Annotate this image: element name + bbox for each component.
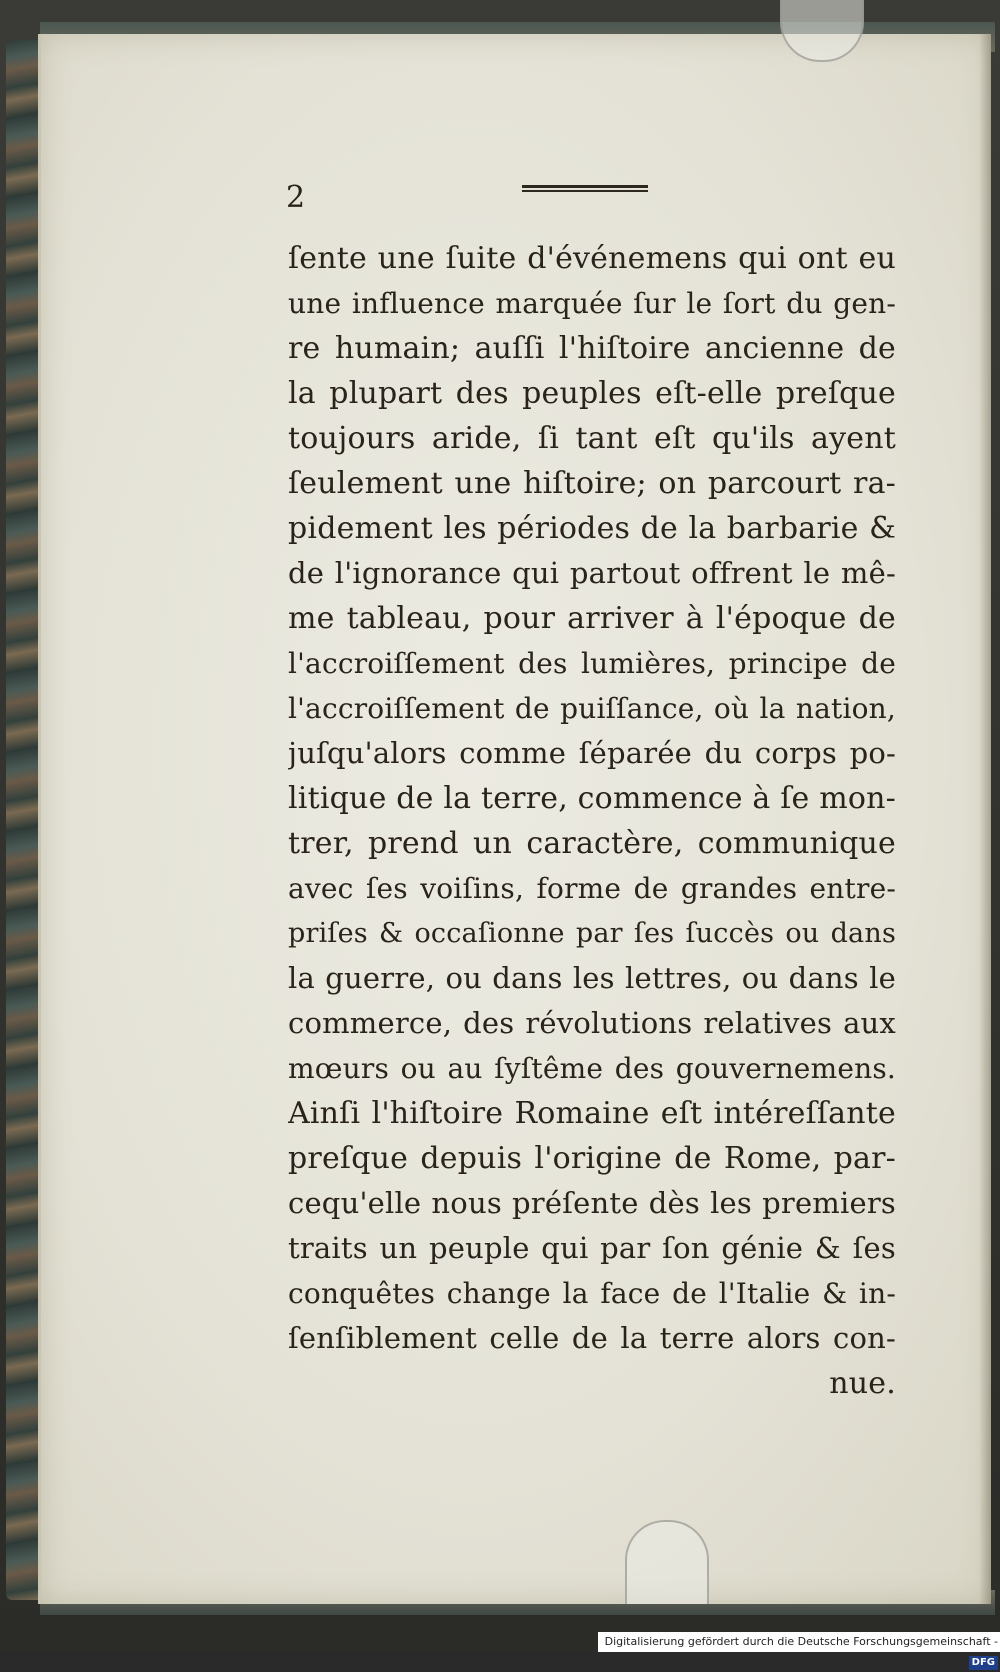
text-line: de l'ignorance qui partout offrent le mê- bbox=[288, 556, 896, 590]
text-line: l'accroiſſement de puiſſance, où la nation, bbox=[288, 692, 896, 725]
text-line: toujours aride, ſi tant eſt qu'ils ayent bbox=[288, 421, 896, 456]
text-line: la plupart des peuples eſt-elle preſque bbox=[288, 376, 896, 411]
credit-text: Digitalisierung gefördert durch die Deutsche Forschungsgemeinschaft - bbox=[604, 1635, 998, 1648]
text-line: ſenſiblement celle de la terre alors con- bbox=[288, 1321, 896, 1355]
page-clip-bottom bbox=[625, 1520, 709, 1604]
text-line: ſente une ſuite d'événemens qui ont eu bbox=[288, 241, 896, 276]
body-text bbox=[288, 236, 896, 1406]
text-line: re humain; auſſi l'hiſtoire ancienne de bbox=[288, 331, 896, 366]
dfg-logo: DFG bbox=[969, 1656, 998, 1670]
text-line: la guerre, ou dans les lettres, ou dans le bbox=[288, 961, 896, 995]
text-line: me tableau, pour arriver à l'époque de bbox=[288, 601, 896, 636]
text-line: trer, prend un caractère, communique bbox=[288, 826, 896, 861]
page-edge-shadow bbox=[979, 34, 991, 1604]
text-line: avec ſes voiſins, forme de grandes entre- bbox=[288, 872, 896, 905]
text-line: juſqu'alors comme ſéparée du corps po- bbox=[288, 736, 896, 770]
text-line: une influence marquée ſur le ſort du gen- bbox=[288, 287, 896, 320]
text-line: commerce, des révolutions relatives aux bbox=[288, 1006, 896, 1040]
text-line: conquêtes change la face de l'Italie & in- bbox=[288, 1277, 896, 1310]
text-line: pidement les périodes de la barbarie & bbox=[288, 511, 896, 546]
text-line: ſeulement une hiſtoire; on parcourt ra- bbox=[288, 466, 896, 501]
text-line-last: nue. bbox=[829, 1366, 896, 1401]
header-ornament-rule bbox=[522, 185, 648, 193]
text-line: l'accroiſſement des lumières, principe de bbox=[288, 647, 896, 680]
text-line: litique de la terre, commence à ſe mon- bbox=[288, 781, 896, 816]
text-line: mœurs ou au ſyſtême des gouvernemens. bbox=[288, 1052, 896, 1085]
page-number: 2 bbox=[286, 180, 306, 215]
text-line: traits un peuple qui par ſon génie & ſes bbox=[288, 1231, 896, 1265]
text-line: Ainſi l'hiſtoire Romaine eſt intéreſſante bbox=[288, 1096, 896, 1131]
text-line: priſes & occaſionne par ſes ſuccès ou dans bbox=[288, 918, 896, 949]
digitization-credit bbox=[598, 1632, 1000, 1668]
text-line: preſque depuis l'origine de Rome, par- bbox=[288, 1141, 896, 1176]
text-line: cequ'elle nous préſente dès les premiers bbox=[288, 1186, 896, 1220]
